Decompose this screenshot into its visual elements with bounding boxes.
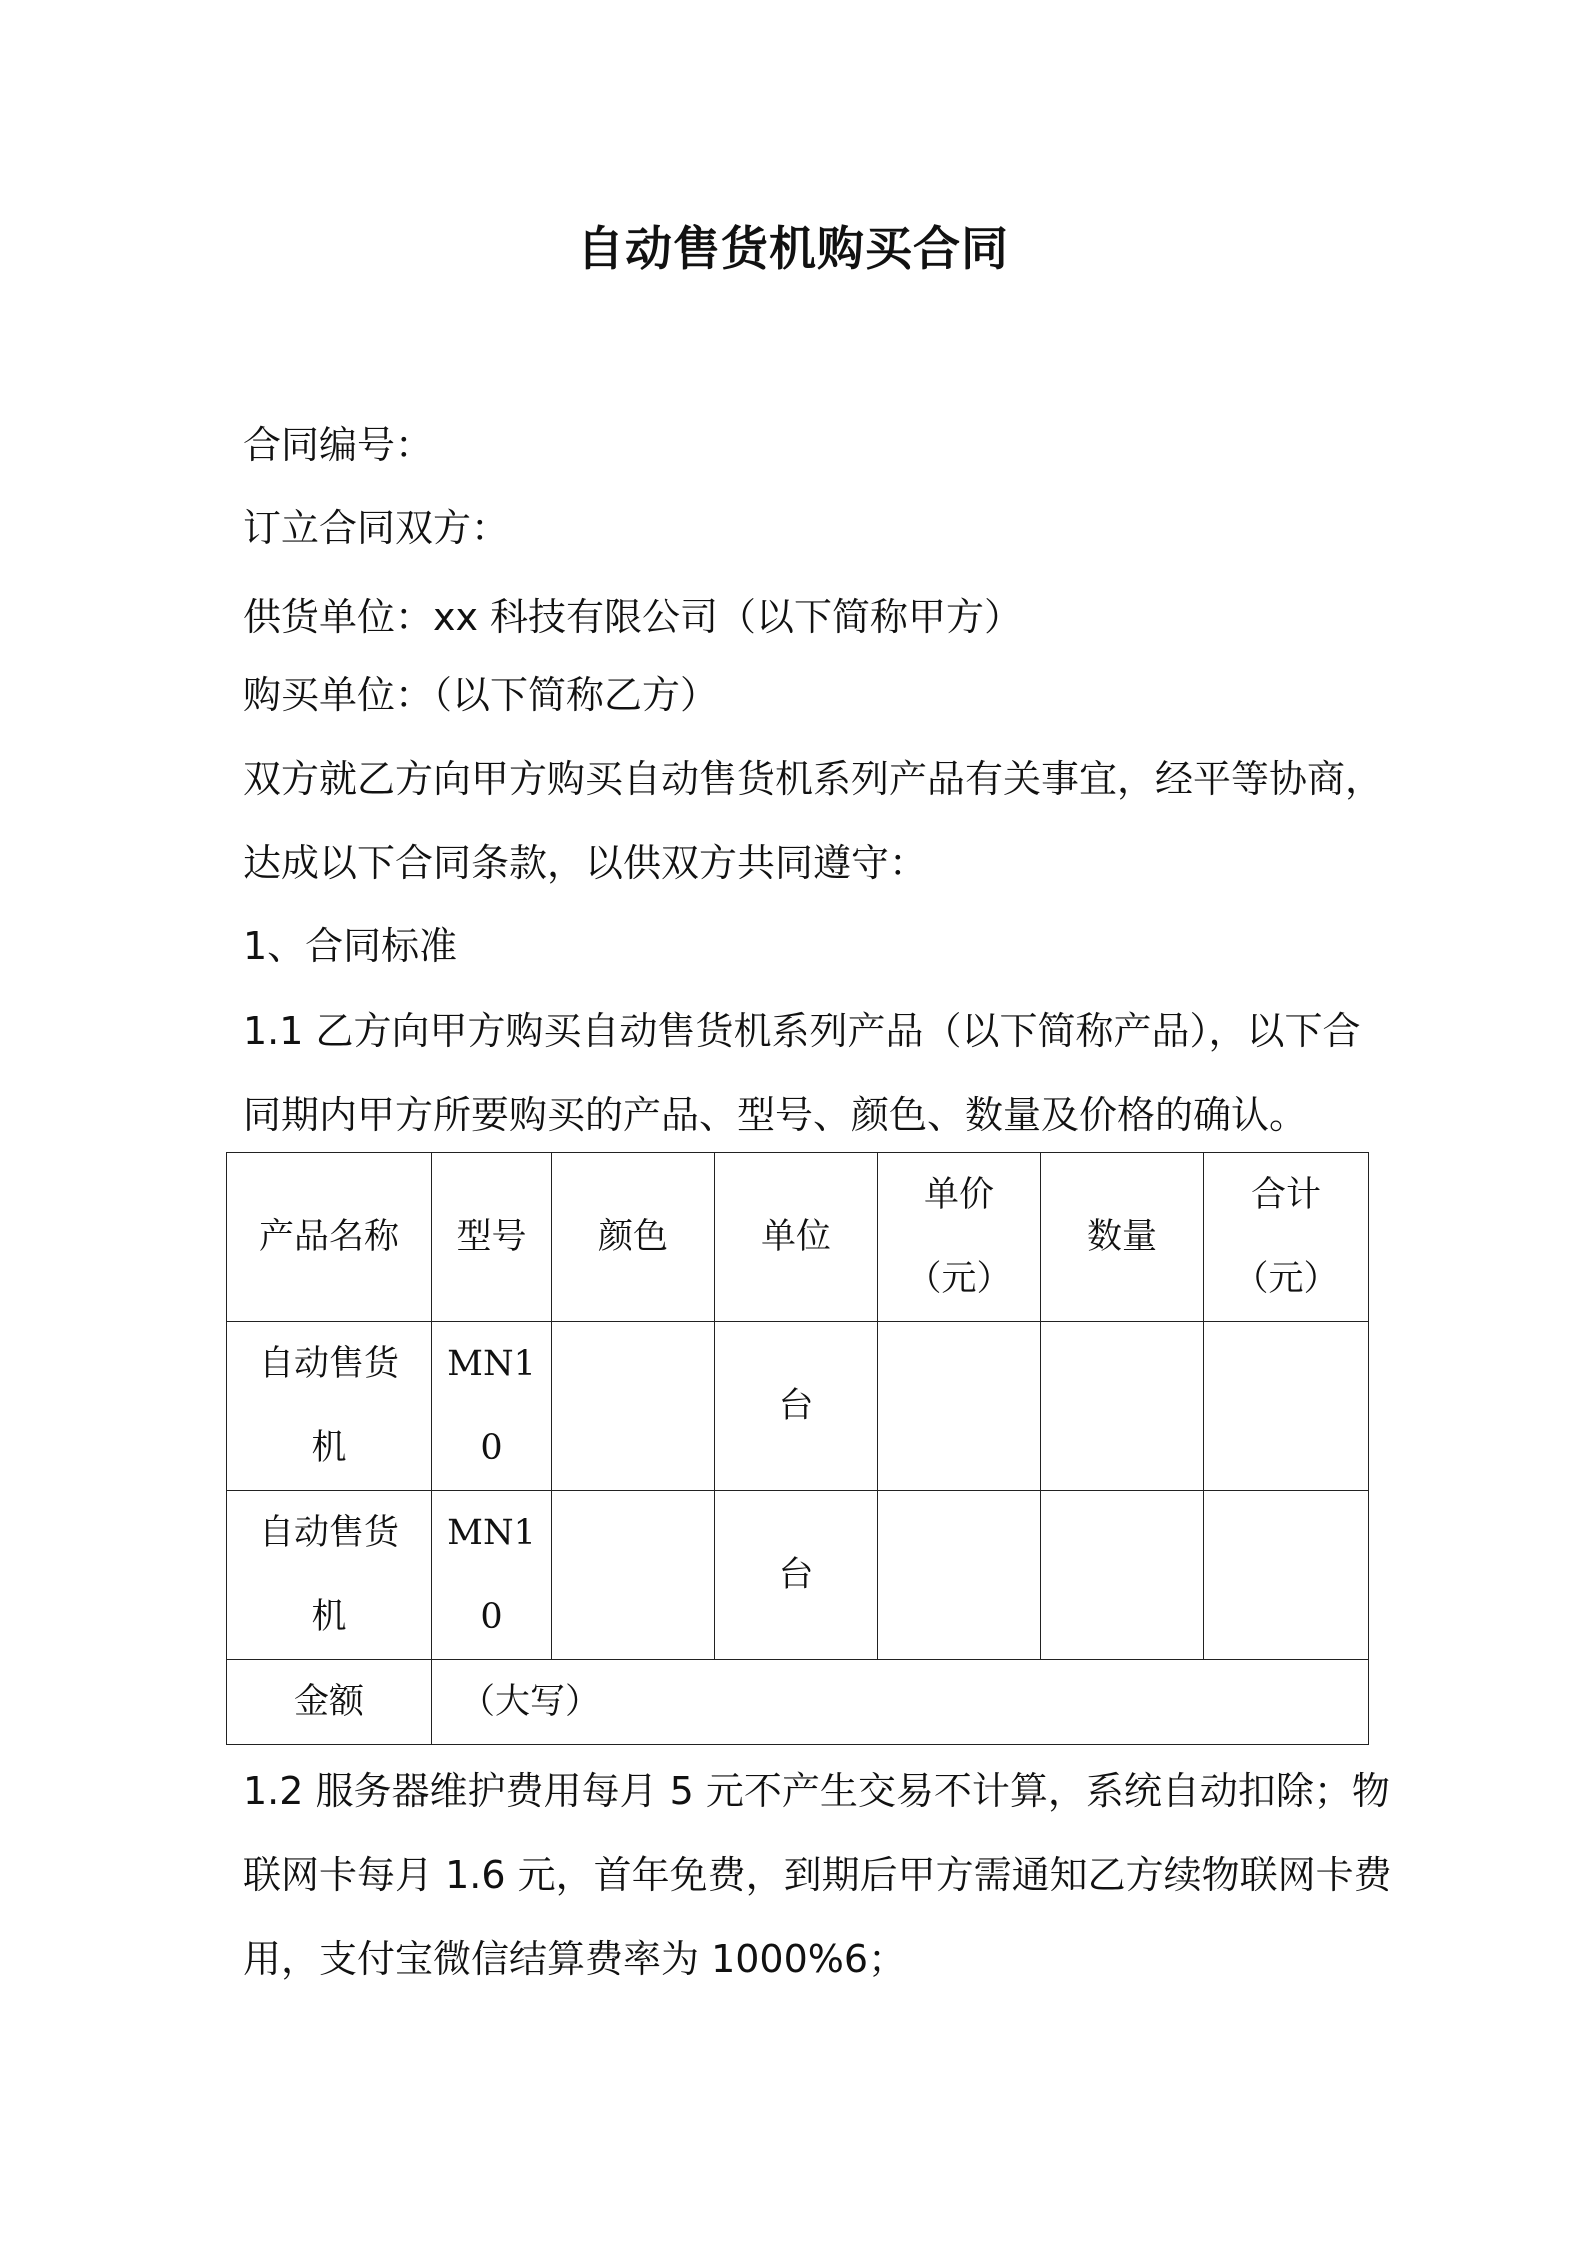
header-color: 颜色 bbox=[552, 1153, 715, 1322]
cell-unit: 台 bbox=[715, 1322, 878, 1491]
cell-product-name-line-2: 机 bbox=[311, 1428, 347, 1468]
header-product-name: 产品名称 bbox=[227, 1153, 432, 1322]
cell-quantity bbox=[1041, 1491, 1204, 1660]
intro-paragraph-line-1: 双方就乙方向甲方购买自动售货机系列产品有关事宜，经平等协商， bbox=[243, 757, 1384, 801]
header-unit-price-line-2: （元） bbox=[906, 1259, 1012, 1299]
cell-quantity bbox=[1041, 1322, 1204, 1491]
cell-product-name-line-2: 机 bbox=[311, 1597, 347, 1637]
contract-parties-label: 订立合同双方： bbox=[243, 506, 510, 550]
contract-number-label: 合同编号： bbox=[243, 423, 434, 467]
header-unit-price bbox=[878, 1153, 1041, 1322]
amount-label: 金额 bbox=[227, 1660, 432, 1745]
cell-model bbox=[432, 1322, 552, 1491]
header-unit: 单位 bbox=[715, 1153, 878, 1322]
cell-product-name bbox=[227, 1322, 432, 1491]
clause-1-1-line-1: 1.1 乙方向甲方购买自动售货机系列产品（以下简称产品），以下合 bbox=[243, 1009, 1361, 1053]
cell-total bbox=[1204, 1322, 1369, 1491]
cell-model-line-2: 0 bbox=[480, 1428, 503, 1468]
clause-1-2-line-1: 1.2 服务器维护费用每月 5 元不产生交易不计算，系统自动扣除；物 bbox=[243, 1769, 1390, 1813]
section-1-heading: 1、合同标准 bbox=[243, 924, 458, 968]
table-header-row bbox=[227, 1153, 1369, 1322]
header-total-line-2: （元） bbox=[1233, 1259, 1339, 1299]
table-row bbox=[227, 1322, 1369, 1491]
supplier-line: 供货单位：xx 科技有限公司（以下简称甲方） bbox=[243, 595, 1023, 639]
cell-model-line-1: MN1 bbox=[447, 1344, 536, 1384]
cell-color bbox=[552, 1491, 715, 1660]
amount-value: （大写） bbox=[432, 1660, 1369, 1745]
amount-row bbox=[227, 1660, 1369, 1745]
header-quantity: 数量 bbox=[1041, 1153, 1204, 1322]
buyer-line: 购买单位：（以下简称乙方） bbox=[243, 673, 719, 717]
cell-model bbox=[432, 1491, 552, 1660]
cell-product-name-line-1: 自动售货 bbox=[258, 1513, 399, 1553]
cell-unit-price bbox=[878, 1322, 1041, 1491]
cell-color bbox=[552, 1322, 715, 1491]
cell-total bbox=[1204, 1491, 1369, 1660]
table-row bbox=[227, 1491, 1369, 1660]
product-table bbox=[226, 1152, 1369, 1745]
cell-model-line-1: MN1 bbox=[447, 1513, 536, 1553]
cell-product-name-line-1: 自动售货 bbox=[258, 1344, 399, 1384]
header-unit-price-line-1: 单价 bbox=[923, 1175, 994, 1215]
header-model: 型号 bbox=[432, 1153, 552, 1322]
clause-1-1-line-2: 同期内甲方所要购买的产品、型号、颜色、数量及价格的确认。 bbox=[243, 1093, 1308, 1137]
header-total-line-1: 合计 bbox=[1250, 1175, 1321, 1215]
cell-product-name bbox=[227, 1491, 432, 1660]
cell-unit: 台 bbox=[715, 1491, 878, 1660]
intro-paragraph-line-2: 达成以下合同条款，以供双方共同遵守： bbox=[243, 841, 928, 885]
clause-1-2-line-3: 用，支付宝微信结算费率为 1000%6； bbox=[243, 1937, 907, 1981]
cell-unit-price bbox=[878, 1491, 1041, 1660]
header-total bbox=[1204, 1153, 1369, 1322]
clause-1-2-line-2: 联网卡每月 1.6 元，首年免费，到期后甲方需通知乙方续物联网卡费 bbox=[243, 1853, 1392, 1897]
document-title: 自动售货机购买合同 bbox=[577, 222, 1009, 277]
cell-model-line-2: 0 bbox=[480, 1597, 503, 1637]
